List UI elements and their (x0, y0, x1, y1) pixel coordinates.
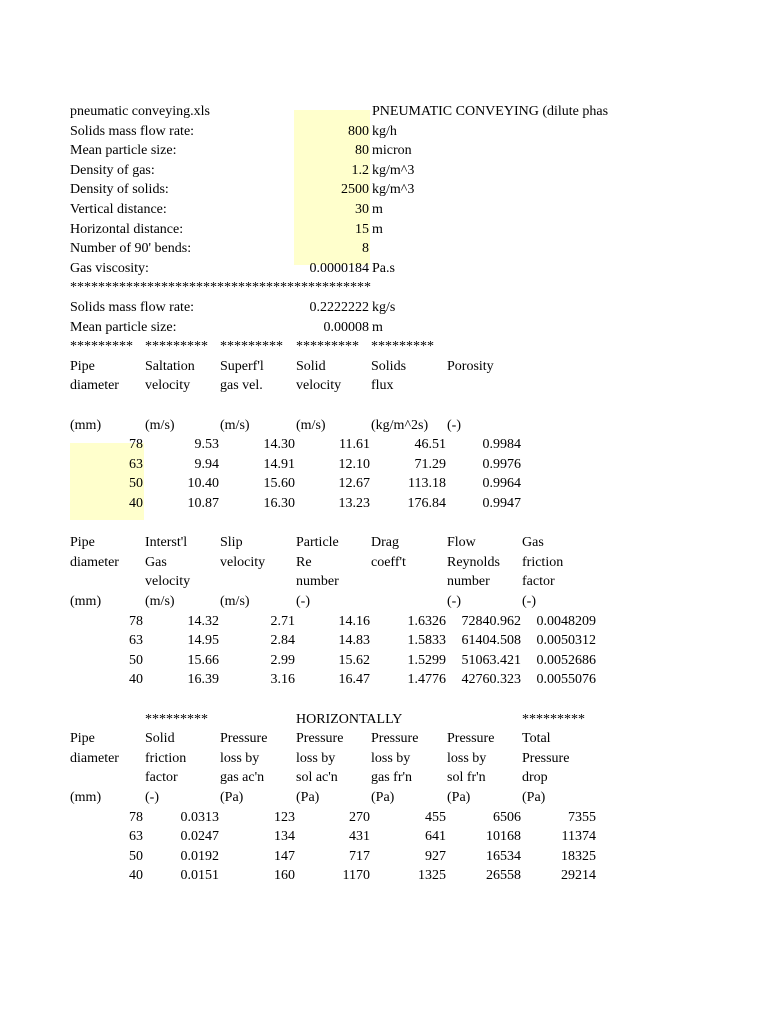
result-cell: 10.40 (187, 476, 219, 492)
result-cell: 9.94 (194, 456, 219, 472)
separator-stars: ********* (371, 339, 434, 355)
column-header: (Pa) (220, 790, 244, 805)
column-header: gas ac'n (220, 770, 265, 786)
result-cell: 71.29 (414, 456, 446, 472)
result-cell: 11.61 (339, 437, 370, 453)
column-header: sol fr'n (447, 770, 486, 786)
pipe-diameter-cell[interactable]: 63 (129, 456, 143, 472)
column-header: loss by (447, 750, 487, 766)
column-header: (m/s) (220, 594, 250, 609)
column-header: Pressure (522, 750, 570, 766)
column-header: gas fr'n (371, 770, 413, 786)
column-header: Drag (371, 535, 399, 551)
result-cell: 16.30 (263, 496, 295, 511)
result-cell: 0.9947 (482, 496, 521, 511)
column-header: Pressure (220, 731, 268, 747)
input-unit: m (372, 221, 383, 237)
result-cell: 46.51 (414, 437, 446, 453)
column-header: Slip (220, 535, 243, 551)
column-header: Pressure (447, 731, 495, 747)
column-header: Interst'l (145, 535, 188, 551)
column-header: (mm) (70, 790, 102, 805)
result-cell: 7355 (568, 809, 596, 825)
file-name: pneumatic conveying.xls (70, 104, 210, 119)
input-value-cell[interactable]: 1.2 (351, 162, 369, 178)
column-header: velocity (145, 378, 191, 394)
result-cell: 1325 (418, 868, 446, 884)
column-header: (mm) (70, 594, 102, 609)
result-cell: 0.0052686 (536, 652, 596, 668)
result-cell: 0.0048209 (536, 613, 596, 629)
input-value-cell[interactable]: 30 (355, 202, 369, 217)
column-header: (-) (447, 417, 461, 433)
result-cell: 2.84 (270, 633, 295, 649)
pipe-diameter-cell: 78 (129, 809, 143, 825)
input-label: Horizontal distance: (70, 221, 184, 237)
input-label: Gas viscosity: (70, 260, 149, 276)
column-header: Saltation (145, 358, 195, 374)
result-cell: 641 (425, 829, 446, 845)
column-header: Gas (522, 535, 544, 551)
result-cell: 61404.508 (461, 633, 521, 649)
result-cell: 12.67 (338, 476, 370, 492)
column-header: (mm) (70, 417, 102, 433)
result-cell: 455 (425, 809, 446, 825)
column-header: Flow (447, 535, 476, 551)
column-header: (-) (447, 594, 461, 609)
result-cell: 26558 (486, 868, 521, 884)
result-cell: 1170 (342, 868, 370, 884)
result-cell: 0.9976 (482, 456, 521, 472)
result-cell: 113.18 (408, 476, 446, 492)
column-header: coeff't (371, 554, 406, 570)
input-unit: kg/m^3 (372, 162, 415, 178)
input-unit: Pa.s (372, 260, 395, 276)
result-cell: 176.84 (407, 496, 446, 511)
column-header: friction (522, 554, 564, 570)
column-header: loss by (371, 750, 411, 766)
pipe-diameter-cell: 40 (129, 672, 143, 688)
pipe-diameter-cell: 78 (129, 613, 143, 629)
result-cell: 16.39 (187, 672, 219, 688)
input-label: Density of gas: (70, 162, 155, 178)
result-cell: 2.99 (270, 652, 295, 668)
input-value-cell[interactable]: 8 (362, 241, 369, 257)
result-cell: 0.0192 (180, 848, 219, 864)
result-cell: 147 (274, 848, 295, 864)
input-value-cell[interactable]: 15 (355, 221, 369, 237)
column-header: Reynolds (447, 554, 500, 570)
result-cell: 270 (349, 809, 370, 825)
pipe-diameter-cell: 63 (129, 829, 143, 845)
pipe-diameter-cell: 40 (129, 868, 143, 884)
column-header: friction (145, 750, 187, 766)
column-header: velocity (296, 378, 342, 394)
converted-unit: kg/s (372, 300, 396, 315)
converted-label: Solids mass flow rate: (70, 300, 195, 315)
column-header: number (447, 574, 490, 590)
result-cell: 14.30 (263, 437, 295, 453)
result-cell: 16.47 (338, 672, 370, 688)
result-cell: 0.0313 (180, 809, 219, 825)
column-header: drop (522, 770, 548, 786)
result-cell: 15.62 (338, 652, 370, 668)
column-header: velocity (220, 554, 266, 570)
result-cell: 0.9984 (482, 437, 521, 453)
result-cell: 1.4776 (407, 672, 446, 688)
column-header: (m/s) (220, 417, 250, 433)
separator-stars: ********* (296, 339, 359, 355)
column-header: Pipe (70, 731, 95, 747)
result-cell: 14.91 (263, 456, 295, 472)
result-cell: 0.0055076 (536, 672, 596, 688)
column-header: (Pa) (522, 790, 546, 805)
result-cell: 927 (425, 848, 446, 864)
result-cell: 18325 (561, 848, 596, 864)
column-header: Solids (371, 358, 407, 374)
input-label: Density of solids: (70, 182, 169, 198)
pipe-diameter-cell[interactable]: 78 (129, 437, 143, 453)
separator-stars: ********* (70, 339, 133, 355)
input-value-cell[interactable]: 0.0000184 (309, 260, 369, 276)
result-cell: 0.0050312 (536, 633, 596, 649)
result-cell: 2.71 (270, 613, 295, 629)
input-unit: kg/h (372, 123, 397, 139)
result-cell: 51063.421 (461, 652, 521, 668)
input-label: Number of 90' bends: (70, 241, 192, 257)
column-header: diameter (70, 750, 119, 766)
column-header: Solid (145, 731, 175, 747)
input-unit: m (372, 202, 383, 217)
result-cell: 431 (349, 829, 370, 845)
column-header: gas vel. (220, 378, 263, 394)
converted-value: 0.00008 (323, 319, 369, 335)
pipe-diameter-cell: 50 (129, 652, 143, 668)
result-cell: 72840.962 (461, 613, 521, 629)
column-header: Gas (145, 554, 167, 570)
result-cell: 1.6326 (407, 613, 446, 629)
result-cell: 9.53 (194, 437, 219, 453)
section-title-horizontally: HORIZONTALLY (296, 711, 403, 727)
pipe-diameter-cell: 50 (129, 848, 143, 864)
result-cell: 14.83 (338, 633, 370, 649)
result-cell: 160 (274, 868, 295, 884)
result-cell: 13.23 (338, 496, 370, 511)
column-header: flux (371, 378, 394, 394)
input-unit: micron (372, 143, 412, 159)
separator-stars: ********* (522, 711, 585, 727)
column-header: Porosity (447, 358, 494, 374)
column-header: Pressure (371, 731, 419, 747)
result-cell: 11374 (561, 829, 596, 845)
column-header: Pipe (70, 535, 95, 551)
input-unit: kg/m^3 (372, 182, 415, 198)
column-header: loss by (220, 750, 260, 766)
column-header: Superf'l (220, 358, 264, 374)
pipe-diameter-cell[interactable]: 40 (129, 496, 143, 511)
column-header: Pressure (296, 731, 344, 747)
column-header: Total (522, 731, 551, 747)
column-header: loss by (296, 750, 336, 766)
result-cell: 1.5299 (407, 652, 446, 668)
column-header: diameter (70, 554, 119, 570)
converted-value: 0.2222222 (309, 300, 369, 315)
column-header: (-) (296, 594, 310, 609)
result-cell: 14.16 (338, 613, 370, 629)
column-header: sol ac'n (296, 770, 338, 786)
separator-stars: ********* (220, 339, 283, 355)
pipe-diameter-cell: 63 (129, 633, 143, 649)
result-cell: 15.66 (187, 652, 219, 668)
input-label: Solids mass flow rate: (70, 123, 195, 139)
column-header: Particle (296, 535, 339, 551)
column-header: (Pa) (371, 790, 395, 805)
separator-stars: ******************************************* (70, 280, 371, 296)
result-cell: 134 (274, 829, 295, 845)
result-cell: 0.0247 (180, 829, 219, 845)
sheet-title: PNEUMATIC CONVEYING (dilute phas (372, 104, 609, 119)
result-cell: 10168 (486, 829, 521, 845)
result-cell: 42760.323 (461, 672, 521, 688)
column-header: (-) (145, 790, 159, 805)
column-header: Re (296, 554, 312, 570)
column-header: (kg/m^2s) (371, 417, 429, 433)
result-cell: 29214 (561, 868, 596, 884)
result-cell: 0.9964 (482, 476, 521, 492)
pipe-diameter-cell[interactable]: 50 (129, 476, 143, 492)
result-cell: 10.87 (187, 496, 219, 511)
result-cell: 123 (274, 809, 295, 825)
column-header: (Pa) (296, 790, 320, 805)
input-label: Mean particle size: (70, 143, 177, 159)
column-header: velocity (145, 574, 191, 590)
input-value-cell[interactable]: 80 (355, 143, 369, 159)
result-cell: 14.32 (187, 613, 219, 629)
result-cell: 14.95 (187, 633, 219, 649)
column-header: Pipe (70, 358, 95, 374)
column-header: diameter (70, 378, 119, 394)
result-cell: 15.60 (263, 476, 295, 492)
result-cell: 0.0151 (180, 868, 219, 884)
column-header: (m/s) (145, 417, 175, 433)
column-header: (m/s) (145, 594, 175, 609)
result-cell: 6506 (493, 809, 521, 825)
separator-stars: ********* (145, 711, 208, 727)
result-cell: 717 (349, 848, 370, 864)
input-value-cell[interactable]: 800 (348, 123, 369, 139)
input-value-cell[interactable]: 2500 (341, 182, 369, 198)
column-header: factor (145, 770, 178, 786)
column-header: Solid (296, 358, 326, 374)
column-header: number (296, 574, 339, 590)
separator-stars: ********* (145, 339, 208, 355)
column-header: (Pa) (447, 790, 471, 805)
column-header: (-) (522, 594, 536, 609)
result-cell: 3.16 (270, 672, 295, 688)
column-header: factor (522, 574, 555, 590)
converted-unit: m (372, 319, 383, 335)
result-cell: 16534 (486, 848, 521, 864)
column-header: (m/s) (296, 417, 326, 433)
result-cell: 1.5833 (407, 633, 446, 649)
input-label: Vertical distance: (70, 202, 167, 217)
result-cell: 12.10 (338, 456, 370, 472)
converted-label: Mean particle size: (70, 319, 177, 335)
